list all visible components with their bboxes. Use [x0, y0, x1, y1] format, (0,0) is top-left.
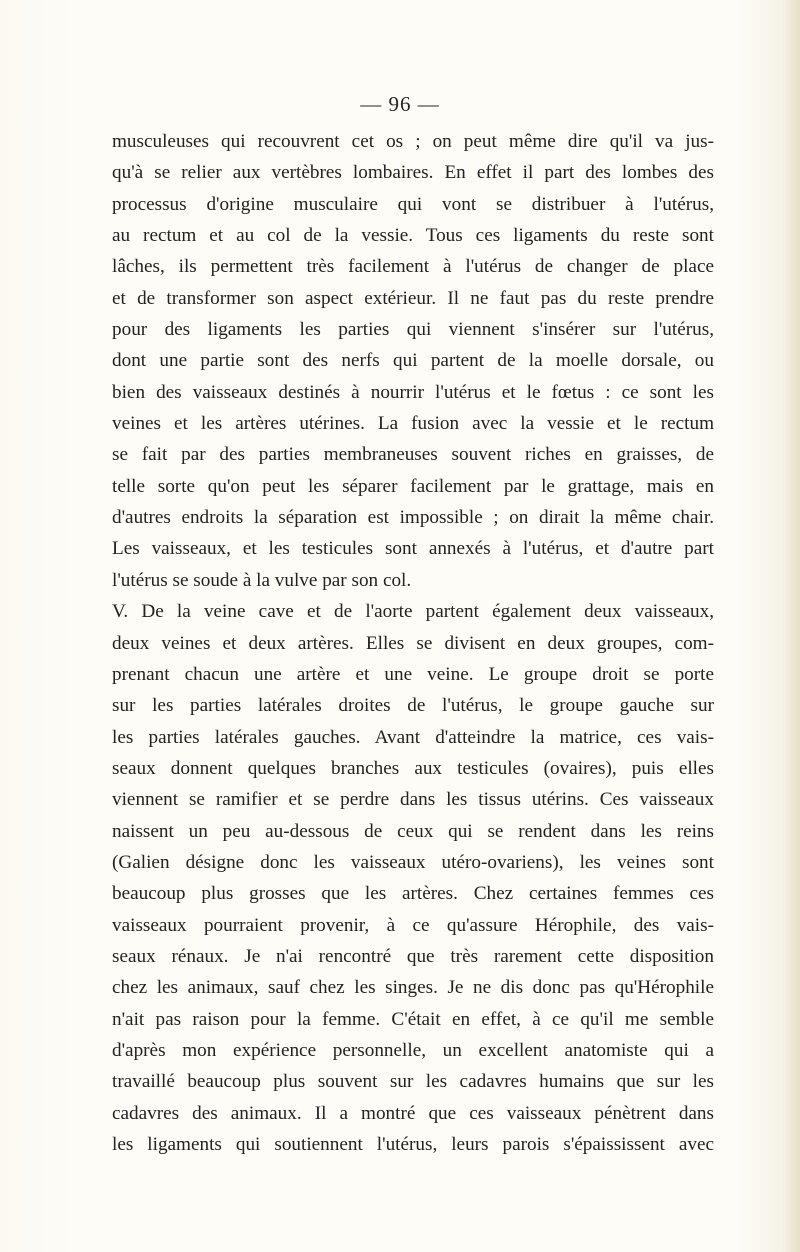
page-edge-shadow [782, 0, 800, 1252]
text-line: prenant chacun une artère et une veine. Le groupe droit se porte [112, 663, 714, 685]
text-line: pour des ligaments les parties qui viennent s'insérer sur l'utérus, [112, 319, 714, 341]
text-line: seaux rénaux. Je n'ai rencontré que très rarement cette disposition [112, 945, 714, 967]
page-number: — 96 — [360, 92, 440, 116]
text-line: processus d'origine musculaire qui vont se distribuer à l'utérus, [112, 193, 714, 215]
text-line: au rectum et au col de la vessie. Tous ces ligaments du reste sont [112, 225, 714, 247]
text-line: naissent un peu au-dessous de ceux qui se rendent dans les reins [112, 820, 714, 842]
text-line: l'utérus se soude à la vulve par son col. [112, 569, 412, 591]
text-line: deux veines et deux artères. Elles se divisent en deux groupes, com- [112, 632, 714, 654]
text-line: cadavres des animaux. Il a montré que ces vaisseaux pénètrent dans [112, 1102, 714, 1124]
text-line: n'ait pas raison pour la femme. C'était en effet, à ce qu'il me semble [112, 1008, 714, 1030]
text-line: telle sorte qu'on peut les séparer facilement par le grattage, mais en [112, 475, 714, 497]
body-text [112, 126, 714, 1160]
text-line: et de transformer son aspect extérieur. Il ne faut pas du reste prendre [112, 287, 714, 309]
text-line: chez les animaux, sauf chez les singes. Je ne dis donc pas qu'Hérophile [112, 977, 714, 999]
text-line: musculeuses qui recouvrent cet os ; on peut même dire qu'il va jus- [112, 131, 714, 152]
text-line: (Galien désigne donc les vaisseaux utéro-ovariens), les veines sont [112, 851, 714, 873]
text-line: sur les parties latérales droites de l'utérus, le groupe gauche sur [112, 695, 714, 717]
text-line: bien des vaisseaux destinés à nourrir l'utérus et le fœtus : ce sont les [112, 381, 714, 403]
text-line: Les vaisseaux, et les testicules sont annexés à l'utérus, et d'autre part [112, 538, 714, 560]
text-line: les parties latérales gauches. Avant d'atteindre la matrice, ces vais- [112, 726, 714, 748]
text-line: veines et les artères utérines. La fusion avec la vessie et le rectum [112, 413, 714, 435]
text-line: lâches, ils permettent très facilement à l'utérus de changer de place [112, 256, 714, 278]
text-line: d'après mon expérience personnelle, un excellent anatomiste qui a [112, 1039, 714, 1061]
text-line: seaux donnent quelques branches aux testicules (ovaires), puis elles [112, 757, 714, 779]
text-line: viennent se ramifier et se perdre dans les tissus utérins. Ces vaisseaux [112, 789, 714, 811]
text-line: V. De la veine cave et de l'aorte partent également deux vaisseaux, [112, 601, 714, 623]
text-line: d'autres endroits la séparation est impossible ; on dirait la même chair. [112, 507, 714, 529]
text-line: se fait par des parties membraneuses souvent riches en graisses, de [112, 444, 714, 466]
text-line: vaisseaux pourraient provenir, à ce qu'assure Hérophile, des vais- [112, 914, 714, 936]
text-line: travaillé beaucoup plus souvent sur les cadavres humains que sur les [112, 1071, 714, 1093]
text-line: les ligaments qui soutiennent l'utérus, leurs parois s'épaississent avec [112, 1134, 714, 1155]
text-line: dont une partie sont des nerfs qui partent de la moelle dorsale, ou [112, 350, 714, 372]
text-line: beaucoup plus grosses que les artères. Chez certaines femmes ces [112, 883, 714, 905]
text-line: qu'à se relier aux vertèbres lombaires. En effet il part des lombes des [112, 162, 714, 184]
